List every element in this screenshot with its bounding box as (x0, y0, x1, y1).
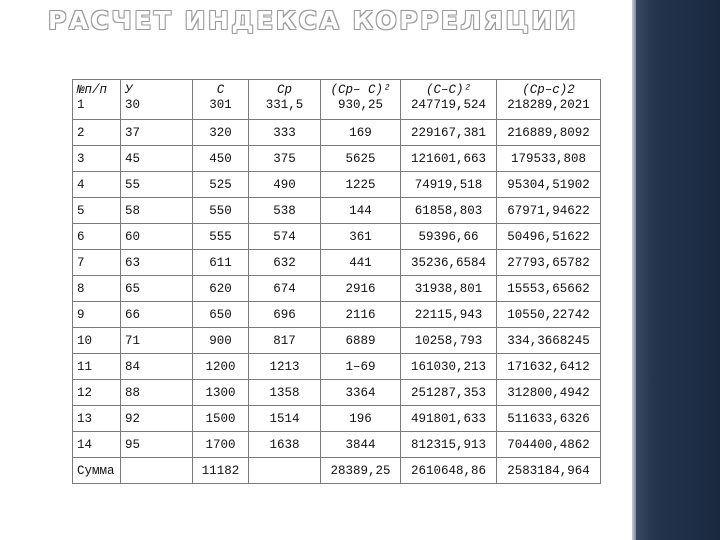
header-cell (401, 80, 497, 120)
cell-c: 301 (209, 98, 232, 112)
cell-cp-minus-c-sq: 3844 (321, 432, 401, 458)
cell-y: 92 (121, 406, 193, 432)
cell-cp: 1514 (249, 406, 321, 432)
table-row (73, 380, 601, 406)
cell-c: 611 (193, 250, 249, 276)
cell-c: 320 (193, 120, 249, 146)
correlation-table (72, 79, 601, 484)
table-row (73, 198, 601, 224)
cell-y: 55 (121, 172, 193, 198)
cell-c-minus-cmean-sq: 59396,66 (401, 224, 497, 250)
cell-c-minus-cmean-sq: 22115,943 (401, 302, 497, 328)
table-row (73, 354, 601, 380)
cell-c: 650 (193, 302, 249, 328)
cell-index: Сумма (73, 458, 121, 484)
cell-cp-minus-cmean-sq: 334,3668245 (497, 328, 601, 354)
table-row (73, 302, 601, 328)
cell-y: 30 (125, 98, 141, 112)
cell-cp: 331,5 (265, 98, 304, 112)
cell-cp-minus-c-sq: 441 (321, 250, 401, 276)
cell-cp-minus-cmean-sq: 179533,808 (497, 146, 601, 172)
cell-cp: 538 (249, 198, 321, 224)
cell-index: 3 (73, 146, 121, 172)
cell-c-minus-cmean-sq: 74919,518 (401, 172, 497, 198)
header-cp-minus-cmean-sq: (Cр–с)2 (522, 83, 575, 97)
cell-c-minus-cmean-sq: 812315,913 (401, 432, 497, 458)
cell-y: 60 (121, 224, 193, 250)
cell-c: 1700 (193, 432, 249, 458)
header-cp-minus-c-sq: (Cр– С)² (330, 83, 391, 97)
cell-cp: 1358 (249, 380, 321, 406)
table-row (73, 120, 601, 146)
cell-c-minus-cmean-sq: 247719,524 (410, 98, 486, 112)
cell-cp-minus-cmean-sq: 67971,94622 (497, 198, 601, 224)
cell-c-minus-cmean-sq: 491801,633 (401, 406, 497, 432)
cell-cp: 490 (249, 172, 321, 198)
cell-y: 58 (121, 198, 193, 224)
cell-c: 900 (193, 328, 249, 354)
cell-cp-minus-c-sq: 1225 (321, 172, 401, 198)
cell-y: 45 (121, 146, 193, 172)
cell-cp-minus-cmean-sq: 216889,8092 (497, 120, 601, 146)
cell-cp: 333 (249, 120, 321, 146)
cell-index: 5 (73, 198, 121, 224)
header-c: С (216, 83, 225, 97)
cell-cp-minus-cmean-sq: 312800,4942 (497, 380, 601, 406)
cell-y: 65 (121, 276, 193, 302)
cell-c: 555 (193, 224, 249, 250)
cell-y: 71 (121, 328, 193, 354)
table-row (73, 172, 601, 198)
cell-cp-minus-c-sq: 169 (321, 120, 401, 146)
cell-y: 88 (121, 380, 193, 406)
cell-cp-minus-cmean-sq: 15553,65662 (497, 276, 601, 302)
cell-cp-minus-cmean-sq: 704400,4862 (497, 432, 601, 458)
cell-index: 11 (73, 354, 121, 380)
cell-c-minus-cmean-sq: 35236,6584 (401, 250, 497, 276)
cell-cp-minus-cmean-sq: 95304,51902 (497, 172, 601, 198)
cell-cp-minus-cmean-sq: 50496,51622 (497, 224, 601, 250)
table-row (73, 276, 601, 302)
cell-index: 6 (73, 224, 121, 250)
cell-c-minus-cmean-sq: 229167,381 (401, 120, 497, 146)
table-row (73, 80, 601, 120)
table-total-row (73, 458, 601, 484)
cell-c-minus-cmean-sq: 10258,793 (401, 328, 497, 354)
cell-y: 63 (121, 250, 193, 276)
cell-c-minus-cmean-sq: 2610648,86 (401, 458, 497, 484)
cell-cp-minus-c-sq: 3364 (321, 380, 401, 406)
cell-c-minus-cmean-sq: 31938,801 (401, 276, 497, 302)
cell-index: 1 (77, 98, 85, 112)
cell-cp-minus-c-sq: 2116 (321, 302, 401, 328)
cell-index: 7 (73, 250, 121, 276)
header-cp: Cр (276, 83, 292, 97)
cell-cp-minus-c-sq: 196 (321, 406, 401, 432)
cell-cp: 1213 (249, 354, 321, 380)
cell-y: 84 (121, 354, 193, 380)
table-row (73, 328, 601, 354)
header-c-minus-cmean-sq: (С–С)² (425, 83, 471, 97)
cell-cp: 696 (249, 302, 321, 328)
cell-cp: 375 (249, 146, 321, 172)
cell-cp-minus-c-sq: 1–69 (321, 354, 401, 380)
header-cell (193, 80, 249, 120)
cell-index: 10 (73, 328, 121, 354)
cell-c-minus-cmean-sq: 251287,353 (401, 380, 497, 406)
cell-index: 13 (73, 406, 121, 432)
table-row (73, 250, 601, 276)
cell-cp: 1638 (249, 432, 321, 458)
cell-cp-minus-cmean-sq: 171632,6412 (497, 354, 601, 380)
cell-cp: 632 (249, 250, 321, 276)
decorative-side-band (632, 0, 720, 540)
cell-index: 9 (73, 302, 121, 328)
cell-c: 620 (193, 276, 249, 302)
cell-cp-minus-cmean-sq: 218289,2021 (507, 98, 590, 112)
cell-cp-minus-c-sq: 930,25 (337, 98, 383, 112)
cell-y: 37 (121, 120, 193, 146)
cell-c: 1300 (193, 380, 249, 406)
cell-cp-minus-c-sq: 6889 (321, 328, 401, 354)
cell-cp-minus-c-sq: 2916 (321, 276, 401, 302)
cell-cp-minus-c-sq: 5625 (321, 146, 401, 172)
cell-cp-minus-cmean-sq: 27793,65782 (497, 250, 601, 276)
slide-title: РАСЧЕТ ИНДЕКСА КОРРЕЛЯЦИИ (48, 6, 579, 35)
cell-cp-minus-c-sq: 361 (321, 224, 401, 250)
header-cell (121, 80, 193, 120)
cell-cp: 817 (249, 328, 321, 354)
table-row (73, 432, 601, 458)
cell-c: 450 (193, 146, 249, 172)
cell-index: 4 (73, 172, 121, 198)
header-cell (73, 80, 121, 120)
cell-cp-minus-c-sq: 28389,25 (321, 458, 401, 484)
cell-cp-minus-c-sq: 144 (321, 198, 401, 224)
cell-c: 1500 (193, 406, 249, 432)
cell-cp-minus-cmean-sq: 10550,22742 (497, 302, 601, 328)
cell-index: 14 (73, 432, 121, 458)
header-cell (321, 80, 401, 120)
cell-index: 2 (73, 120, 121, 146)
cell-index: 8 (73, 276, 121, 302)
cell-c-minus-cmean-sq: 161030,213 (401, 354, 497, 380)
cell-c: 550 (193, 198, 249, 224)
cell-c: 1200 (193, 354, 249, 380)
cell-c-minus-cmean-sq: 61858,803 (401, 198, 497, 224)
cell-c-minus-cmean-sq: 121601,663 (401, 146, 497, 172)
cell-c: 11182 (193, 458, 249, 484)
cell-cp: 674 (249, 276, 321, 302)
cell-y: 95 (121, 432, 193, 458)
cell-y: 66 (121, 302, 193, 328)
cell-cp-minus-cmean-sq: 2583184,964 (497, 458, 601, 484)
header-index: №п/п (77, 83, 108, 97)
cell-y (121, 458, 193, 484)
table-row (73, 406, 601, 432)
table-row (73, 224, 601, 250)
header-y: У (125, 83, 133, 97)
cell-cp: 574 (249, 224, 321, 250)
cell-c: 525 (193, 172, 249, 198)
cell-cp-minus-cmean-sq: 511633,6326 (497, 406, 601, 432)
cell-index: 12 (73, 380, 121, 406)
table-row (73, 146, 601, 172)
header-cell (497, 80, 601, 120)
cell-cp (249, 458, 321, 484)
header-cell (249, 80, 321, 120)
